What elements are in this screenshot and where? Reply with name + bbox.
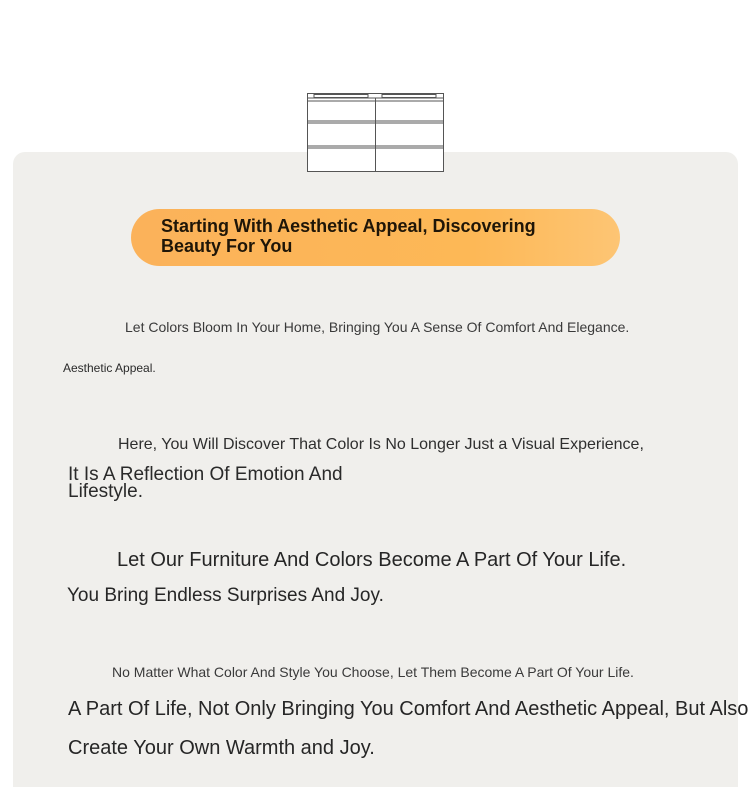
discover-line: Here, You Will Discover That Color Is No Longer Just a Visual Experience, [118, 436, 644, 453]
surprises-line: You Bring Endless Surprises And Joy. [67, 585, 384, 606]
comfort-line: A Part Of Life, Not Only Bringing You Comfort And Aesthetic Appeal, But Also [68, 698, 749, 720]
dresser-icon [306, 92, 445, 173]
banner-title: Starting With Aesthetic Appeal, Discovering Beauty For You [161, 216, 536, 256]
choice-line: No Matter What Color And Style You Choose, Let Them Become A Part Of Your Life. [112, 664, 634, 680]
headline-banner [131, 209, 620, 266]
warmth-line: Create Your Own Warmth and Joy. [68, 737, 375, 759]
emotion-line: It Is A Reflection Of Emotion And Lifestyle. [68, 464, 343, 502]
intro-line: Let Colors Bloom In Your Home, Bringing You A Sense Of Comfort And Elegance. [125, 319, 630, 335]
aesthetic-label: Aesthetic Appeal. [63, 361, 156, 375]
furniture-line: Let Our Furniture And Colors Become A Part Of Your Life. [117, 549, 627, 571]
